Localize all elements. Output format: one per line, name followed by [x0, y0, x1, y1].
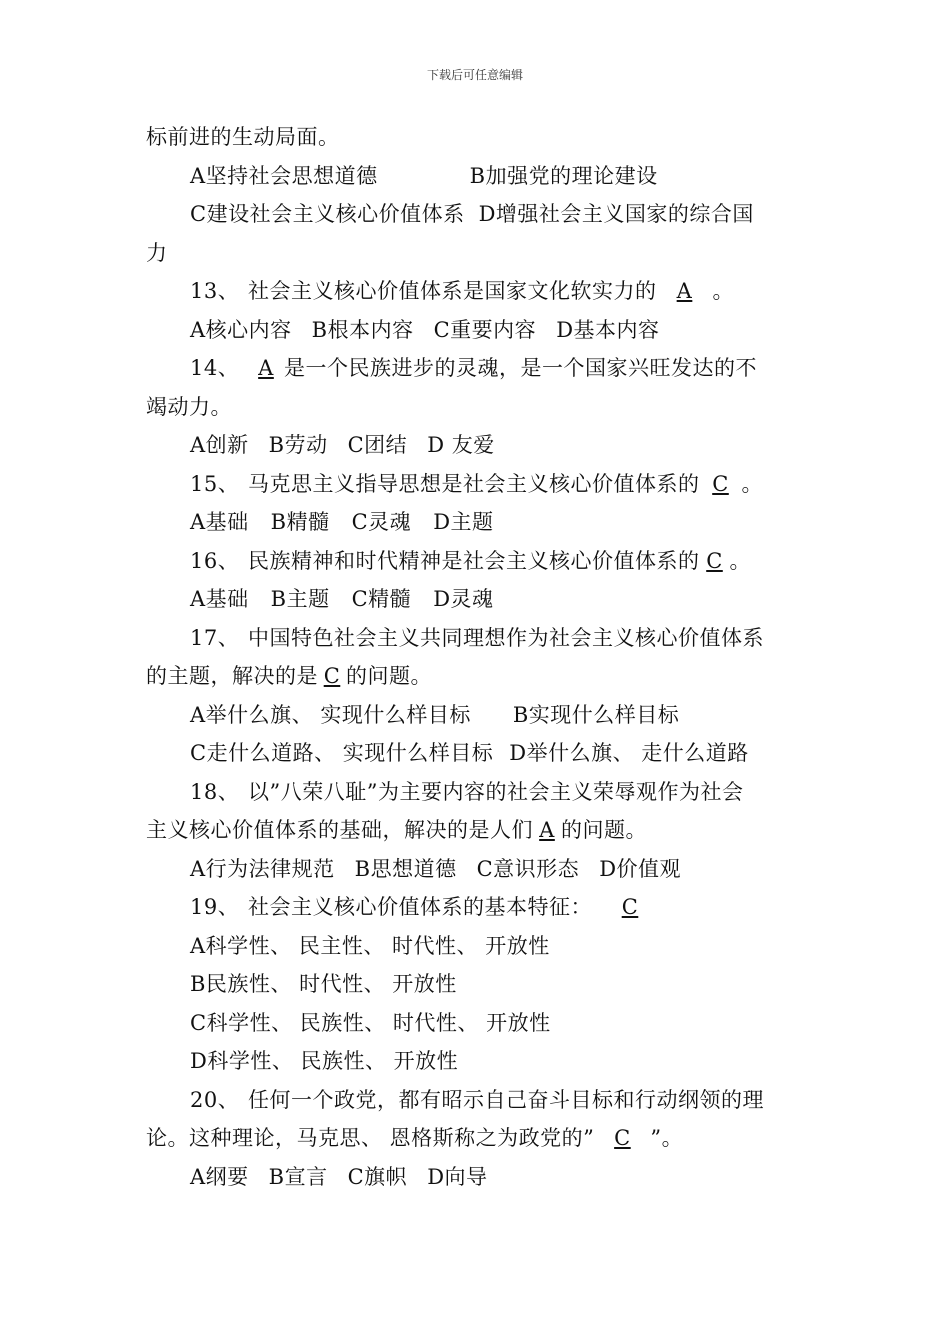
- q13-number: 13、: [190, 279, 240, 303]
- q19-stem: [146, 888, 811, 927]
- q16-option-d: D灵魂: [433, 587, 494, 611]
- q15-stem: [146, 465, 811, 504]
- q17-number: 17、: [190, 625, 240, 650]
- q13-end: 。: [712, 279, 734, 303]
- q14-text: 是一个民族进步的灵魂，是一个国家兴旺发达的不: [284, 356, 757, 380]
- q12-option-d: D增强社会主义国家的综合国: [478, 202, 754, 226]
- q14-option-a: A创新: [190, 433, 249, 457]
- q15-option-c: C灵魂: [351, 510, 412, 534]
- q20-option-a: A纲要: [190, 1164, 249, 1189]
- q20-text: 任何一个政党，都有昭示自己奋斗目标和行动纲领的理: [248, 1087, 764, 1112]
- q15-answer: C: [712, 471, 729, 496]
- q14-option-c: C团结: [347, 433, 408, 457]
- q19-option-a: A科学性、 民主性、 时代性、 开放性: [190, 933, 550, 958]
- q18-answer: A: [539, 818, 555, 842]
- q20-wrap-post: ”。: [650, 1126, 684, 1150]
- q15-end: 。: [741, 471, 763, 496]
- q16-end: 。: [729, 548, 751, 573]
- document-body: [146, 118, 811, 1196]
- q14-answer: A: [258, 356, 274, 380]
- q13-text: 社会主义核心价值体系是国家文化软实力的: [248, 279, 657, 303]
- q19-option-d: D科学性、 民族性、 开放性: [190, 1049, 459, 1073]
- q16-option-a: A基础: [190, 587, 249, 611]
- q18-option-b: B思想道德: [354, 856, 457, 881]
- q18-option-c: C意识形态: [476, 856, 580, 881]
- q17-option-b: B实现什么样目标: [512, 702, 680, 727]
- q13-option-d: D基本内容: [556, 317, 660, 342]
- q13-option-b: B根本内容: [311, 317, 414, 342]
- q17-option-c: C走什么道路、 实现什么样目标: [190, 741, 494, 765]
- q12-options-ab: [146, 157, 811, 196]
- q13-stem: [146, 272, 811, 311]
- q13-option-c: C重要内容: [433, 317, 537, 342]
- q20-option-c: C旗帜: [347, 1164, 408, 1189]
- q15-option-b: B精髓: [270, 510, 330, 534]
- q12-option-d-wrap: 力: [146, 240, 168, 265]
- q19-option-c: C科学性、 民族性、 时代性、 开放性: [190, 1010, 551, 1035]
- q15-number: 15、: [190, 471, 240, 496]
- q18-stem: [146, 773, 811, 812]
- q16-number: 16、: [190, 548, 240, 573]
- q17-wrap: [146, 657, 811, 696]
- q12-option-c: C建设社会主义核心价值体系: [190, 202, 465, 226]
- q16-option-c: C精髓: [351, 587, 412, 611]
- q20-option-d: D向导: [427, 1164, 488, 1189]
- q14-option-b: B劳动: [268, 433, 328, 457]
- q18-option-a: A行为法律规范: [190, 856, 335, 881]
- q19-number: 19、: [190, 895, 240, 919]
- q18-wrap: [146, 811, 811, 850]
- q17-options-cd: [146, 734, 811, 773]
- q16-text: 民族精神和时代精神是社会主义核心价值体系的: [248, 548, 700, 573]
- q19-option-b: B民族性、 时代性、 开放性: [190, 972, 457, 996]
- q20-option-b: B宣言: [268, 1164, 328, 1189]
- q13-option-a: A核心内容: [190, 317, 292, 342]
- q17-text: 中国特色社会主义共同理想作为社会主义核心价值体系: [248, 625, 764, 650]
- q14-stem: [146, 349, 811, 388]
- q13-answer: A: [676, 279, 693, 303]
- q18-wrap-post: 的问题。: [561, 818, 647, 842]
- q17-wrap-pre: 的主题，解决的是: [146, 664, 318, 688]
- q15-option-d: D主题: [433, 510, 494, 534]
- page-header: 下载后可任意编辑: [426, 68, 523, 82]
- q14-number: 14、: [190, 356, 240, 380]
- q12-options-cd: [146, 195, 811, 234]
- q20-wrap-pre: 论。这种理论，马克思、 恩格斯称之为政党的”: [146, 1126, 595, 1150]
- q12-tail: 标前进的生动局面。: [146, 125, 340, 149]
- q17-answer: C: [323, 664, 341, 688]
- q20-answer: C: [614, 1126, 631, 1150]
- q18-options: [146, 850, 811, 889]
- q17-wrap-post: 的问题。: [346, 664, 432, 688]
- q20-stem: [146, 1081, 811, 1120]
- q15-option-a: A基础: [190, 510, 249, 534]
- q16-answer: C: [706, 548, 723, 573]
- q19-text: 社会主义核心价值体系的基本特征：: [248, 895, 592, 919]
- q18-text: 以”八荣八耻”为主要内容的社会主义荣辱观作为社会: [248, 779, 744, 804]
- q13-options: [146, 311, 811, 350]
- q18-number: 18、: [190, 779, 240, 804]
- q14-option-d: D 友爱: [427, 433, 495, 457]
- q20-wrap: [146, 1119, 811, 1158]
- q16-option-b: B主题: [270, 587, 330, 611]
- q17-option-d: D举什么旗、 走什么道路: [509, 741, 749, 765]
- q14-options: [146, 426, 811, 465]
- q12-option-b: B加强党的理论建设: [469, 163, 658, 188]
- q12-option-a: A坚持社会思想道德: [190, 163, 378, 188]
- q16-stem: [146, 542, 811, 581]
- q15-text: 马克思主义指导思想是社会主义核心价值体系的: [248, 471, 700, 496]
- q20-options: [146, 1158, 811, 1197]
- q16-options: [146, 580, 811, 619]
- q18-option-d: D价值观: [599, 856, 682, 881]
- q17-options-ab: [146, 696, 811, 735]
- q19-answer: C: [621, 895, 639, 919]
- q18-wrap-pre: 主义核心价值体系的基础，解决的是人们: [146, 818, 533, 842]
- q20-number: 20、: [190, 1087, 240, 1112]
- q15-options: [146, 503, 811, 542]
- q17-option-a: A举什么旗、 实现什么样目标: [190, 702, 471, 727]
- q14-wrap: 竭动力。: [146, 394, 232, 419]
- q17-stem: [146, 619, 811, 658]
